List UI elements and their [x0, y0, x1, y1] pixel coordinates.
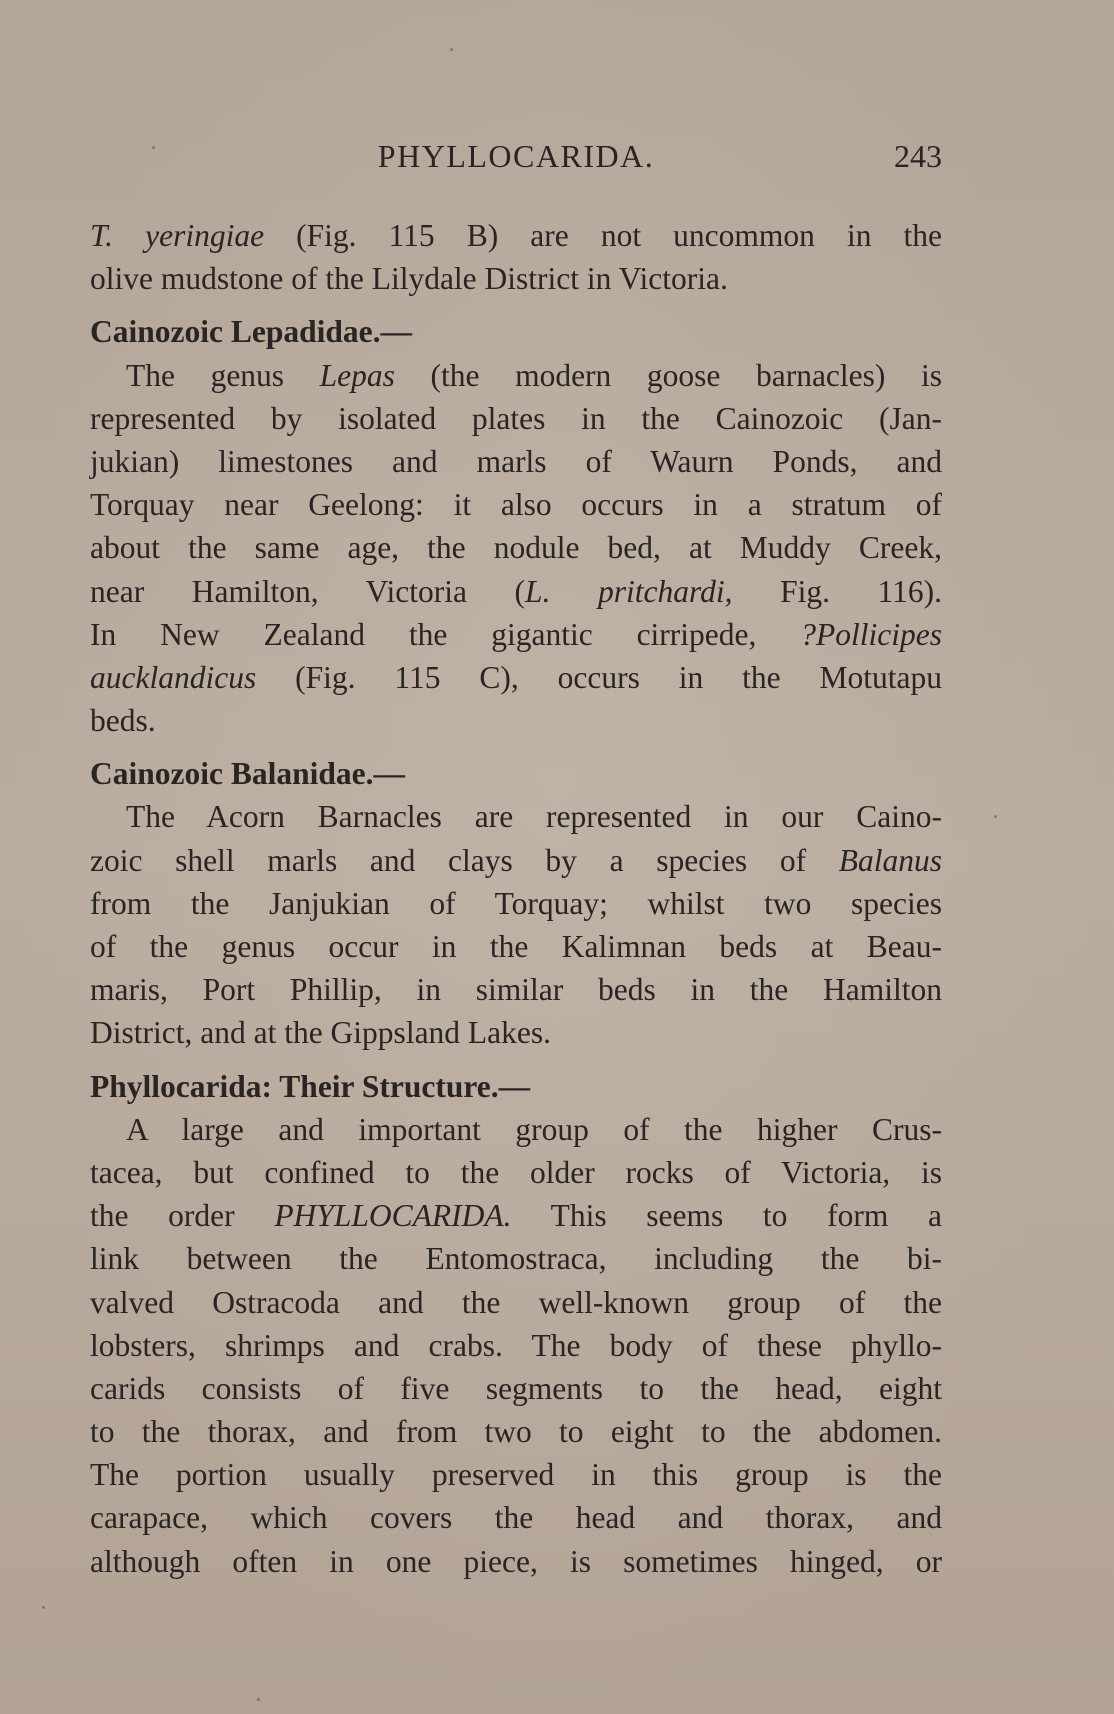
text-line: although often in one piece, is sometimes hinged, or — [90, 1543, 942, 1579]
section-heading-phyllocarida: Phyllocarida: Their Structure.— — [90, 1068, 531, 1104]
text-fragment: This seems to form a — [511, 1198, 942, 1234]
text-line: Torquay near Geelong: it also occurs in a stratum of — [90, 487, 942, 523]
body-text — [90, 214, 942, 1583]
text-line — [90, 656, 942, 699]
text-fragment: (Fig. 115 C), occurs in the Motutapu — [256, 659, 942, 695]
text-line: The Acorn Barnacles are represented in our Caino- — [126, 799, 942, 835]
text-line — [90, 570, 942, 613]
text-fragment: zoic shell marls and clays by a species of — [90, 842, 839, 878]
order-name: PHYLLOCARIDA. — [274, 1198, 512, 1234]
section-heading-lepadidae: Cainozoic Lepadidae.— — [90, 314, 413, 350]
text-fragment: The genus — [126, 357, 320, 393]
text-fragment: the order — [90, 1198, 275, 1234]
text-fragment: In New Zealand the gigantic cirripede, — [90, 616, 801, 652]
text-fragment: (the modern goose barnacles) is — [394, 357, 942, 393]
text-line: tacea, but confined to the older rocks of Victoria, is — [90, 1154, 942, 1190]
paper-speck — [450, 48, 453, 51]
text-line: represented by isolated plates in the Cainozoic (Jan- — [90, 400, 942, 436]
species-name: L. pritchardi, — [525, 573, 733, 609]
species-name: T. yeringiae — [90, 218, 265, 253]
text-line — [90, 613, 942, 656]
text-line: carids consists of five segments to the head, eight — [90, 1370, 942, 1406]
text-line: carapace, which covers the head and thorax, and — [90, 1500, 942, 1536]
text-line: beds. — [90, 703, 156, 739]
running-title: PHYLLOCARIDA. — [377, 138, 655, 174]
text-fragment: near Hamilton, Victoria ( — [90, 573, 526, 609]
text-line: lobsters, shrimps and crabs. The body of these phyllo- — [90, 1327, 942, 1363]
paper-speck — [994, 815, 997, 818]
text-line: District, and at the Gippsland Lakes. — [90, 1015, 552, 1051]
text-line: link between the Entomostraca, including the bi- — [90, 1241, 942, 1277]
paper-speck — [257, 1698, 260, 1701]
text-line: about the same age, the nodule bed, at Muddy Creek, — [90, 530, 942, 566]
text-line: maris, Port Phillip, in similar beds in the Hamilton — [90, 972, 942, 1008]
text-line — [90, 354, 942, 397]
text-line — [90, 1194, 942, 1237]
page-number: 243 — [894, 138, 942, 174]
text-fragment: Fig. 116). — [732, 573, 942, 609]
text-line: valved Ostracoda and the well-known group of the — [90, 1284, 942, 1320]
text-line: olive mudstone of the Lilydale District in Victoria. — [90, 261, 728, 297]
paper-speck — [152, 146, 155, 149]
text-line: of the genus occur in the Kalimnan beds at Beau- — [90, 929, 942, 964]
running-head — [90, 138, 942, 182]
genus-name: Balanus — [838, 842, 942, 878]
text-line: to the thorax, and from two to eight to the abdomen. — [90, 1414, 942, 1450]
text-line — [90, 839, 942, 882]
text-line: jukian) limestones and marls of Waurn Ponds, and — [90, 443, 942, 479]
section-heading-balanidae: Cainozoic Balanidae.— — [90, 756, 406, 792]
text-fragment: (Fig. 115 B) are not uncommon in the — [264, 218, 942, 253]
species-name: aucklandicus — [90, 659, 257, 695]
text-line: from the Janjukian of Torquay; whilst two species — [90, 885, 942, 921]
paper-speck — [42, 1606, 45, 1609]
genus-name: Lepas — [319, 357, 395, 393]
text-line: The portion usually preserved in this group is the — [90, 1457, 942, 1493]
genus-name: ?Pollicipes — [800, 616, 942, 652]
text-line — [90, 214, 942, 257]
text-line: A large and important group of the higher Crus- — [126, 1111, 942, 1147]
